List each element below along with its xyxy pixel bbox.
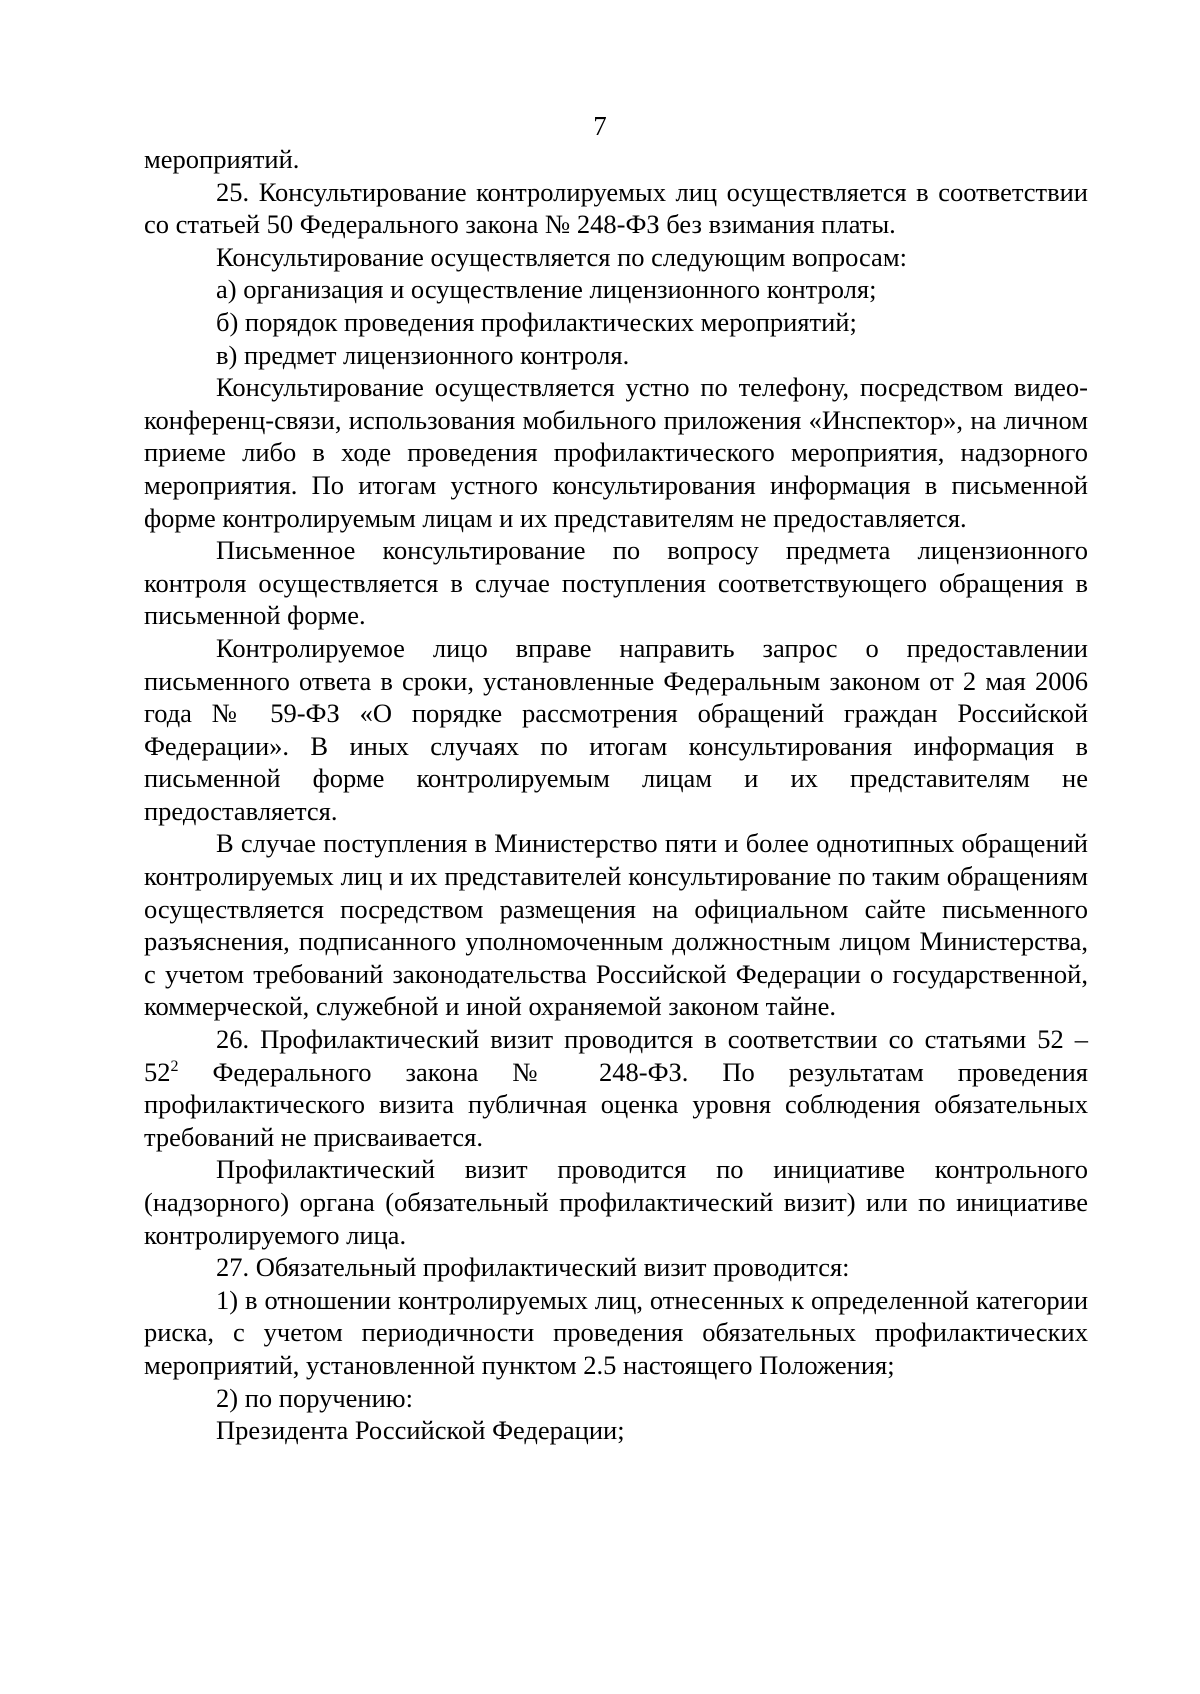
document-body xyxy=(144,143,1088,1447)
paragraph-consulting-questions: Консультирование осуществляется по следующим вопросам: xyxy=(216,241,907,272)
paragraph-item-26 xyxy=(144,1023,1088,1153)
item-26-text-after: Федерального закона № 248-ФЗ. По результатам проведения профилактического визита публичная оценка уровня соблюдения обязательных требований не присваивается. xyxy=(144,1056,1088,1152)
list-item-2: 2) по поручению: xyxy=(216,1382,413,1413)
paragraph-item-27: 27. Обязательный профилактический визит проводится: xyxy=(216,1252,850,1283)
item-26-superscript: 2 xyxy=(170,1057,179,1075)
paragraph-similar-requests: В случае поступления в Министерство пяти и более однотипных обращений контролируемых лиц и их представителей консультирование по таким обращениям осуществляется посредством размещения на официальном сайте письменного разъяснения, подписанного уполномоченным должностным лицом Министерства, с учетом требований законодательства Российской Федерации о государственной, коммерческой, служебной и иной охраняемой законом тайне. xyxy=(144,828,1088,1022)
list-item-president: Президента Российской Федерации; xyxy=(216,1415,625,1446)
list-item-1: 1) в отношении контролируемых лиц, отнесенных к определенной категории риска, с учетом периодичности проведения обязательных профилактических мероприятий, установленной пунктом 2.5 настоящего Положения; xyxy=(144,1284,1088,1380)
paragraph-oral-consulting: Консультирование осуществляется устно по телефону, посредством видео-конференц-связи, использования мобильного приложения «Инспектор», на личном приеме либо в ходе проведения профилактического мероприятия, надзорного мероприятия. По итогам устного консультирования информация в письменной форме контролируемым лицам и их представителям не предоставляется. xyxy=(144,372,1088,533)
paragraph-item-25: 25. Консультирование контролируемых лиц осуществляется в соответствии со статьей 50 Федерального закона № 248-ФЗ без взимания платы. xyxy=(144,176,1088,240)
list-item-v: в) предмет лицензионного контроля. xyxy=(216,339,630,370)
paragraph-visit-initiative: Профилактический визит проводится по инициативе контрольного (надзорного) органа (обязательный профилактический визит) или по инициативе контролируемого лица. xyxy=(144,1154,1088,1250)
paragraph-1: мероприятий. xyxy=(144,144,300,174)
list-item-a: а) организация и осуществление лицензионного контроля; xyxy=(216,274,877,305)
item-26-text-before: 26. Профилактический визит проводится в соответствии со статьями 52 – 52 xyxy=(144,1024,1088,1087)
page-number: 7 xyxy=(593,111,607,141)
paragraph-written-request: Контролируемое лицо вправе направить запрос о предоставлении письменного ответа в сроки, установленные Федеральным законом от 2 мая 2006 года № 59-ФЗ «О порядке рассмотрения обращений граждан Российской Федерации». В иных случаях по итогам консультирования информация в письменной форме контролируемым лицам и их представителям не предоставляется. xyxy=(144,632,1088,826)
paragraph-written-consulting: Письменное консультирование по вопросу предмета лицензионного контроля осуществляется в случае поступления соответствующего обращения в письменной форме. xyxy=(144,535,1088,631)
list-item-b: б) порядок проведения профилактических мероприятий; xyxy=(216,306,857,337)
